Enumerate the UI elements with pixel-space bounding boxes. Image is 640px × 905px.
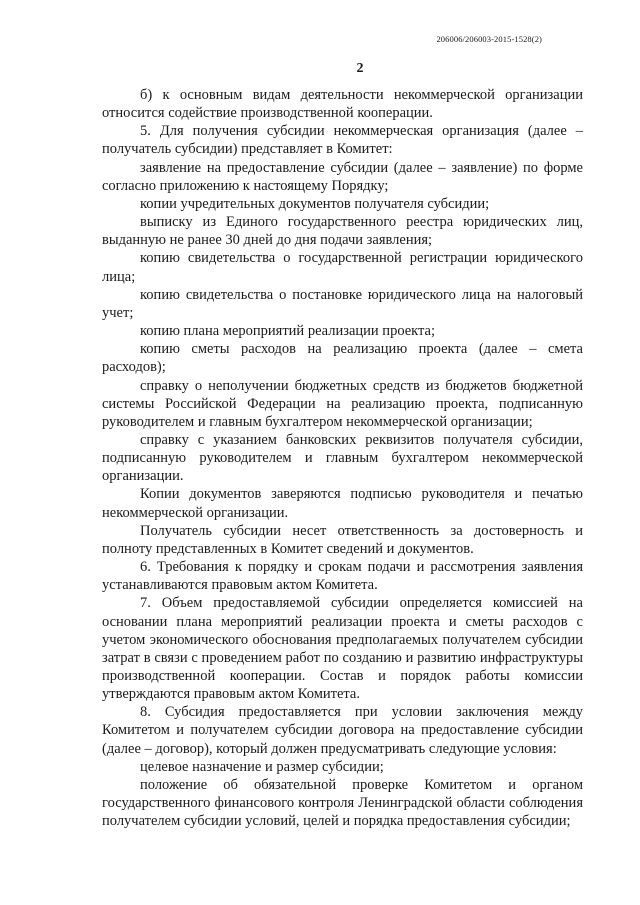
list-item-purpose-amount: целевое назначение и размер субсидии; xyxy=(140,758,384,775)
paragraph-copies-certification: Копии документов заверяются подписью руководителя и печатью некоммерческой организации. xyxy=(102,486,583,521)
paragraph-recipient-responsibility: Получатель субсидии несет ответственность за достоверность и полноту представленных в Комитет сведений и документов. xyxy=(102,522,583,557)
document-code: 206006/206003-2015-1528(2) xyxy=(436,34,542,44)
list-item-bank-details: справку с указанием банковских реквизитов получателя субсидии, подписанную руководителем и главным бухгалтером некоммерческой организации. xyxy=(102,431,583,485)
paragraph-b-cooperation: б) к основным видам деятельности некоммерческой организации относится содействие производственной кооперации. xyxy=(102,87,583,122)
list-item-founding-docs: копии учредительных документов получателя субсидии; xyxy=(140,195,490,212)
paragraph-6-requirements: 6. Требования к порядку и срокам подачи и рассмотрения заявления устанавливаются правовым актом Комитета. xyxy=(102,559,583,594)
list-item-tax-certificate: копию свидетельства о постановке юридического лица на налоговый учет; xyxy=(102,286,583,321)
paragraph-8-agreement: 8. Субсидия предоставляется при условии заключения между Комитетом и получателем субсидии договора на предоставление субсидии (далее – договор), который должен предусматривать следующие условия: xyxy=(102,704,583,757)
page-number: 2 xyxy=(356,61,364,76)
list-item-no-budget-funds: справку о неполучении бюджетных средств из бюджетов бюджетной системы Российской Федерации на реализацию проекта, подписанную руководителем и главным бухгалтером некоммерческой организации; xyxy=(102,377,583,430)
paragraph-7-subsidy-volume: 7. Объем предоставляемой субсидии определяется комиссией на основании плана мероприятий реализации проекта и сметы расходов с учетом экономического обоснования предполагаемых получателем субсидии затрат в связи с проведением работ по созданию и развитию инфраструктуры производственной кооперации. Состав и порядок работы комиссии утверждаются правовым актом Комитета. xyxy=(102,595,583,703)
paragraph-5-intro: 5. Для получения субсидии некоммерческая организация (далее – получатель субсидии) представляет в Комитет: xyxy=(102,123,583,158)
list-item-application: заявление на предоставление субсидии (далее – заявление) по форме согласно приложению к настоящему Порядку; xyxy=(102,159,583,194)
list-item-cost-estimate: копию сметы расходов на реализацию проекта (далее – смета расходов); xyxy=(102,341,583,376)
list-item-mandatory-audit: положение об обязательной проверке Комитетом и органом государственного финансового контроля Ленинградской области соблюдения получателем субсидии условий, целей и порядка предоставления субсидии; xyxy=(102,776,583,830)
list-item-action-plan: копию плана мероприятий реализации проекта; xyxy=(140,323,436,340)
list-item-registration-certificate: копию свидетельства о государственной регистрации юридического лица; xyxy=(102,250,583,285)
list-item-registry-extract: выписку из Единого государственного реестра юридических лиц, выданную не ранее 30 дней до дня подачи заявления; xyxy=(102,214,583,249)
document-body xyxy=(102,86,583,830)
